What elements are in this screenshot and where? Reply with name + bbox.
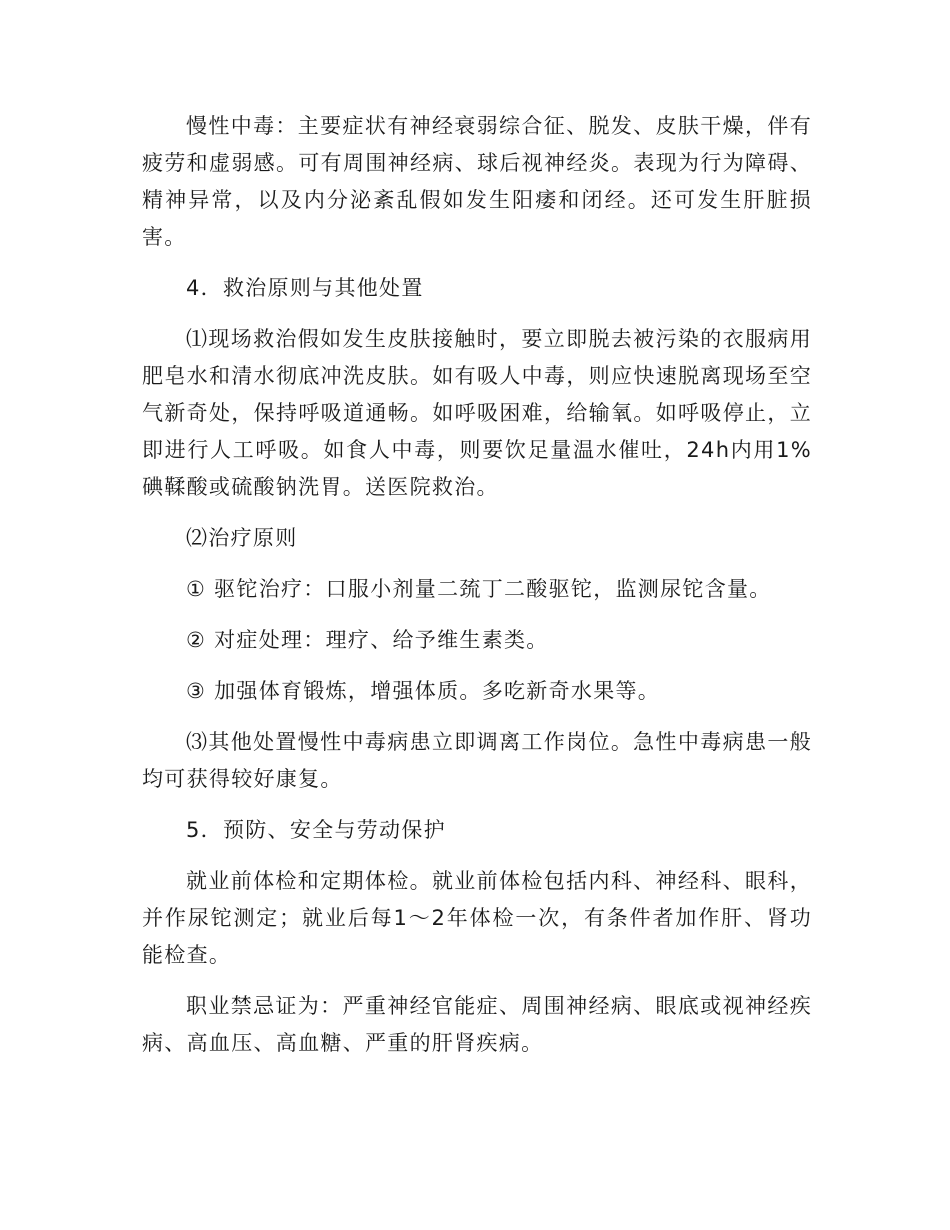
section-heading-prevention: 5．预防、安全与劳动保护 — [186, 818, 446, 842]
list-item-thallium-removal: ① 驱铊治疗：口服小剂量二巯丁二酸驱铊，监测尿铊含量。 — [186, 577, 772, 601]
paragraph-contraindications: 职业禁忌证为：严重神经官能症、周围神经病、眼底或视神经疾病、高血压、高血糖、严重的肝肾疾病。 — [142, 994, 812, 1055]
document-page — [142, 108, 812, 1076]
paragraph-onsite-rescue: ⑴现场救治假如发生皮肤接触时，要立即脱去被污染的衣服病用肥皂水和清水彻底冲洗皮肤。如有吸人中毒，则应快速脱离现场至空气新奇处，保持呼吸道通畅。如呼吸困难，给输氧。如呼吸停止，立即进行人工呼吸。如食人中毒，则要饮足量温水催吐，24h内用1%碘鞣酸或硫酸钠洗胃。送医院救治。 — [142, 327, 812, 499]
paragraph-other-measures: ⑶其他处置慢性中毒病患立即调离工作岗位。急性中毒病患一般均可获得较好康复。 — [142, 730, 812, 791]
subheading-treatment-principles: ⑵治疗原则 — [186, 526, 298, 550]
list-item-symptomatic-treatment: ② 对症处理：理疗、给予维生素类。 — [186, 628, 549, 652]
list-item-exercise: ③ 加强体育锻炼，增强体质。多吃新奇水果等。 — [186, 679, 661, 703]
paragraph-chronic-poisoning: 慢性中毒：主要症状有神经衰弱综合征、脱发、皮肤干燥，伴有疲劳和虚弱感。可有周围神经病、球后视神经炎。表现为行为障碍、精神异常，以及内分泌紊乱假如发生阳痿和闭经。还可发生肝脏损害。 — [142, 114, 812, 249]
paragraph-health-checks: 就业前体检和定期体检。就业前体检包括内科、神经科、眼科，并作尿铊测定；就业后每1～2年体检一次，有条件者加作肝、肾功能检查。 — [142, 869, 812, 967]
section-heading-treatment: 4．救治原则与其他处置 — [186, 276, 424, 300]
